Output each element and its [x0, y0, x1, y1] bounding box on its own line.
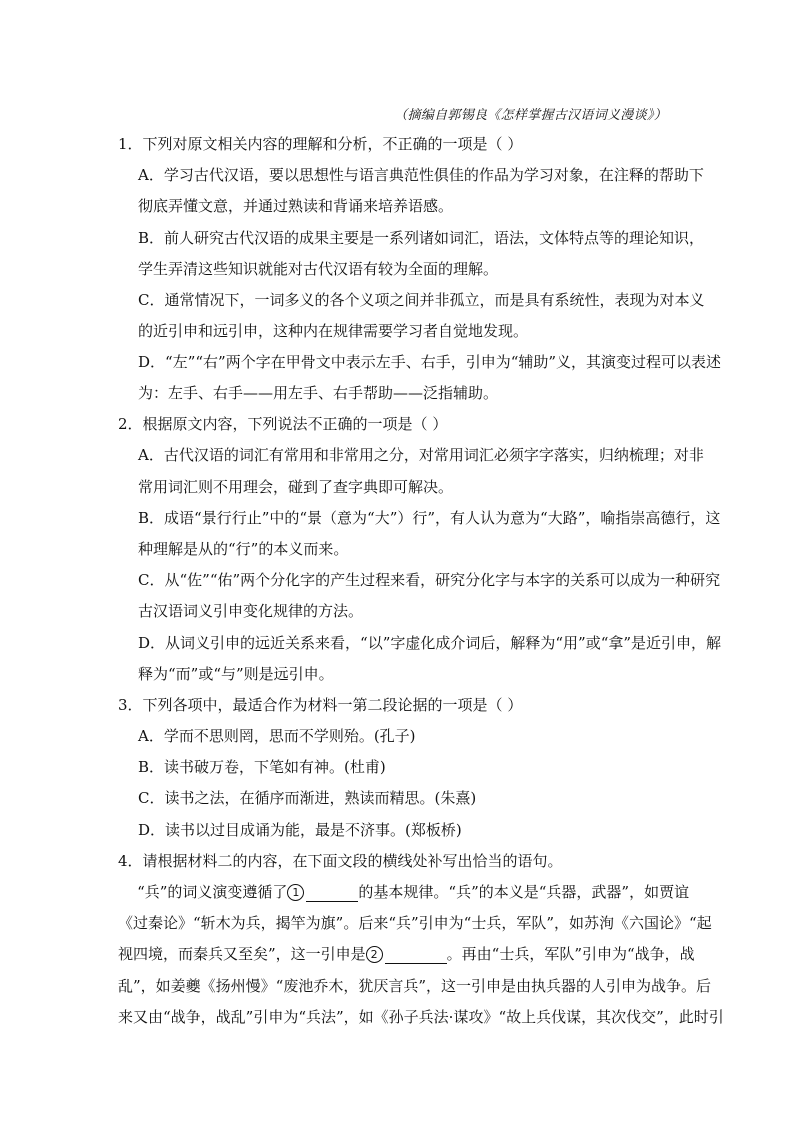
paragraph-line: [118, 1006, 724, 1027]
paragraph-text: 来又由“战争，战乱”引申为“兵法”，如《孙子兵法·谋攻》“故上兵伐谋，其次伐交”，此时引: [118, 1008, 724, 1026]
paragraph-line: [118, 881, 689, 902]
paragraph-text: 的基本规律。“兵”的本义是“兵器，武器”，如贾谊: [358, 883, 690, 901]
question-stem: 1．下列对原文相关内容的理解和分析，不正确的一项是（ ）: [118, 135, 523, 153]
blank-number-marker: 2: [366, 946, 383, 963]
paragraph-text: 《过秦论》“斩木为兵，揭竿为旗”。后来“兵”引申为“士兵，军队”，如苏洵《六国论》“起: [118, 914, 712, 932]
text-line: 常用词汇则不用理会，碰到了查字典即可解决。: [138, 478, 454, 496]
text-line: 古汉语词义引申变化规律的方法。: [138, 602, 364, 620]
answer-option: B．成语“景行行止”中的“景（意为“大”）行”，有人认为意为“大路”，喻指崇高德行，这: [138, 509, 721, 527]
text-line: 为：左手、右手——用左手、右手帮助——泛指辅助。: [138, 384, 499, 402]
answer-option: A．学习古代汉语，要以思想性与语言典范性俱佳的作品为学习对象，在注释的帮助下: [138, 166, 704, 184]
paragraph-text: 乱”，如姜夔《扬州慢》“废池乔木，犹厌言兵”，这一引申是由执兵器的人引申为战争。后: [118, 977, 712, 995]
answer-option: C．读书之法，在循序而渐进，熟读而精思。(朱熹): [138, 789, 477, 807]
answer-option: D．“左”“右”两个字在甲骨文中表示左手、右手，引申为“辅助”义，其演变过程可以表述: [138, 353, 722, 371]
text-line: 释为“而”或“与”则是远引申。: [138, 665, 334, 683]
text-line: 彻底弄懂文意，并通过熟读和背诵来培养语感。: [138, 197, 454, 215]
answer-option: C．通常情况下，一词多义的各个义项之间并非孤立，而是具有系统性，表现为对本义: [138, 291, 705, 309]
answer-option: D．读书以过目成诵为能，最是不济事。(郑板桥): [138, 821, 462, 839]
question-stem: 2．根据原文内容，下列说法不正确的一项是（ ）: [118, 415, 448, 433]
paragraph-text: “兵”的词义演变遵循了: [118, 883, 288, 901]
paragraph-line: [118, 943, 695, 964]
paragraph-line: [118, 975, 711, 996]
question-stem: 4．请根据材料二的内容，在下面文段的横线处补写出恰当的语句。: [118, 852, 563, 870]
text-line: 学生弄清这些知识就能对古代汉语有较为全面的理解。: [138, 260, 499, 278]
answer-option: B．前人研究古代汉语的成果主要是一系列诸如词汇，语法，文体特点等的理论知识，: [138, 229, 705, 247]
blank-number-marker: 1: [287, 884, 304, 901]
answer-option: C．从“佐”“佑”两个分化字的产生过程来看，研究分化字与本字的关系可以成为一种研究: [138, 571, 721, 589]
text-line: 的近引申和远引申，这种内在规律需要学习者自觉地发现。: [138, 322, 529, 340]
answer-option: B．读书破万卷，下笔如有神。(杜甫): [138, 758, 386, 776]
question-stem: 3．下列各项中，最适合作为材料一第二段论据的一项是（ ）: [118, 696, 523, 714]
text-line: 种理解是从的“行”的本义而来。: [138, 540, 349, 558]
answer-blank[interactable]: [306, 883, 358, 902]
paragraph-line: [118, 912, 712, 933]
answer-option: A．学而不思则罔，思而不学则殆。(孔子): [138, 727, 416, 745]
answer-option: D．从词义引申的远近关系来看，“以”字虚化成介词后，解释为“用”或“拿”是近引申，解: [138, 634, 722, 652]
paragraph-text: 。再由“士兵，军队”引申为“战争，战: [446, 945, 695, 963]
source-citation: （摘编自郭锡良《怎样掌握古汉语词义漫谈》）: [394, 108, 667, 123]
answer-blank[interactable]: [385, 945, 447, 964]
answer-option: A．古代汉语的词汇有常用和非常用之分，对常用词汇必须字字落实，归纳梳理；对非: [138, 446, 704, 464]
paragraph-text: 视四境，而秦兵又至矣”，这一引申是: [118, 945, 366, 963]
